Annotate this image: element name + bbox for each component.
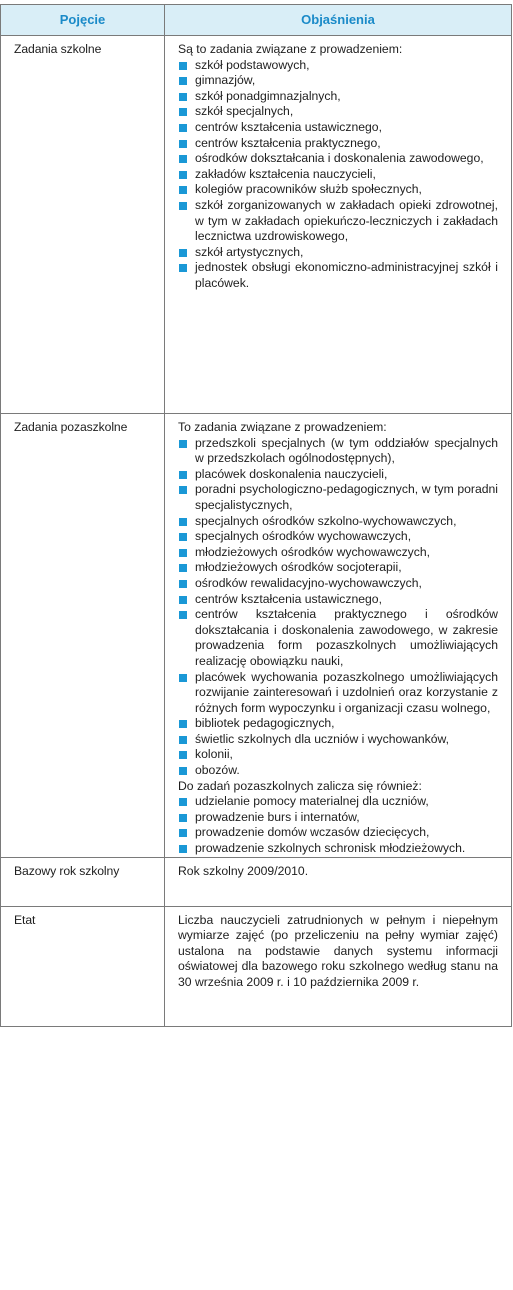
table-row — [1, 906, 512, 1026]
definition-cell — [165, 36, 512, 414]
list-item: szkół zorganizowanych w zakładach opieki zdrowotnej, w tym w zakładach opiekuńczo-leczniczych i zakładach lecznictwa uzdrowiskowego, — [178, 198, 498, 245]
definition-intro: Są to zadania związane z prowadzeniem: — [178, 42, 403, 56]
definition-text: Rok szkolny 2009/2010. — [178, 863, 309, 878]
list-item: prowadzenie burs i internatów, — [178, 810, 498, 826]
table-row — [1, 414, 512, 858]
header-explanation: Objaśnienia — [165, 5, 512, 36]
header-row — [1, 5, 512, 36]
bullet-list-secondary — [178, 794, 498, 856]
list-item: młodzieżowych ośrodków wychowawczych, — [178, 545, 498, 561]
list-item: kolegiów pracowników służb społecznych, — [178, 182, 498, 198]
list-item: centrów kształcenia praktycznego i ośrodków dokształcania i doskonalenia zawodowego, w zakresie prowadzenia form pozaszkolnych umożliwiających realizację obowiązku nauki, — [178, 607, 498, 669]
definition-cell — [165, 906, 512, 1026]
list-item: centrów kształcenia ustawicznego, — [178, 592, 498, 608]
list-item: centrów kształcenia ustawicznego, — [178, 120, 498, 136]
term-cell — [1, 857, 165, 906]
list-item: poradni psychologiczno-pedagogicznych, w tym poradni specjalistycznych, — [178, 482, 498, 513]
list-item: młodzieżowych ośrodków socjoterapii, — [178, 560, 498, 576]
list-item: prowadzenie domów wczasów dziecięcych, — [178, 825, 498, 841]
list-item: jednostek obsługi ekonomiczno-administracyjnej szkół i placówek. — [178, 260, 498, 291]
term-label: Zadania pozaszkolne — [14, 420, 128, 434]
list-item: przedszkoli specjalnych (w tym oddziałów specjalnych w przedszkolach ogólnodostępnych), — [178, 436, 498, 467]
list-item: placówek doskonalenia nauczycieli, — [178, 467, 498, 483]
list-item: obozów. — [178, 763, 498, 779]
list-item: ośrodków rewalidacyjno-wychowawczych, — [178, 576, 498, 592]
bullet-list — [178, 58, 498, 292]
term-cell — [1, 36, 165, 414]
list-item: centrów kształcenia praktycznego, — [178, 136, 498, 152]
list-item: kolonii, — [178, 747, 498, 763]
table-row — [1, 36, 512, 414]
table-row — [1, 857, 512, 906]
term-label: Zadania szkolne — [14, 42, 102, 56]
term-label: Etat — [14, 912, 36, 927]
list-item: świetlic szkolnych dla uczniów i wychowanków, — [178, 732, 498, 748]
definition-text: Liczba nauczycieli zatrudnionych w pełnym i niepełnym wymiarze zajęć (po przeliczeniu na pełny wymiar zajęć) ustalona na podstawie danych systemu informacji oświatowej dla bazowego roku szkolnego według stanu na 30 września 2009 r. i 10 października 2009 r. — [178, 912, 498, 989]
bullet-list — [178, 436, 498, 779]
definition-cell — [165, 857, 512, 906]
list-item: udzielanie pomocy materialnej dla uczniów, — [178, 794, 498, 810]
definition-intro: To zadania związane z prowadzeniem: — [178, 420, 387, 434]
glossary-table — [0, 4, 512, 1027]
definition-intro-secondary: Do zadań pozaszkolnych zalicza się również: — [178, 778, 422, 793]
list-item: gimnazjów, — [178, 73, 498, 89]
list-item: prowadzenie szkolnych schronisk młodzieżowych. — [178, 841, 498, 857]
list-item: specjalnych ośrodków wychowawczych, — [178, 529, 498, 545]
list-item: placówek wychowania pozaszkolnego umożliwiających rozwijanie zainteresowań i uzdolnień oraz korzystanie z różnych form wypoczynku i organizacji czasu wolnego, — [178, 670, 498, 717]
list-item: ośrodków dokształcania i doskonalenia zawodowego, — [178, 151, 498, 167]
list-item: szkół artystycznych, — [178, 245, 498, 261]
list-item: szkół podstawowych, — [178, 58, 498, 74]
list-item: zakładów kształcenia nauczycieli, — [178, 167, 498, 183]
term-label: Bazowy rok szkolny — [14, 863, 120, 878]
list-item: bibliotek pedagogicznych, — [178, 716, 498, 732]
header-term: Pojęcie — [1, 5, 165, 36]
list-item: szkół specjalnych, — [178, 104, 498, 120]
term-cell — [1, 906, 165, 1026]
list-item: specjalnych ośrodków szkolno-wychowawczych, — [178, 514, 498, 530]
term-cell — [1, 414, 165, 858]
definition-cell — [165, 414, 512, 858]
list-item: szkół ponadgimnazjalnych, — [178, 89, 498, 105]
